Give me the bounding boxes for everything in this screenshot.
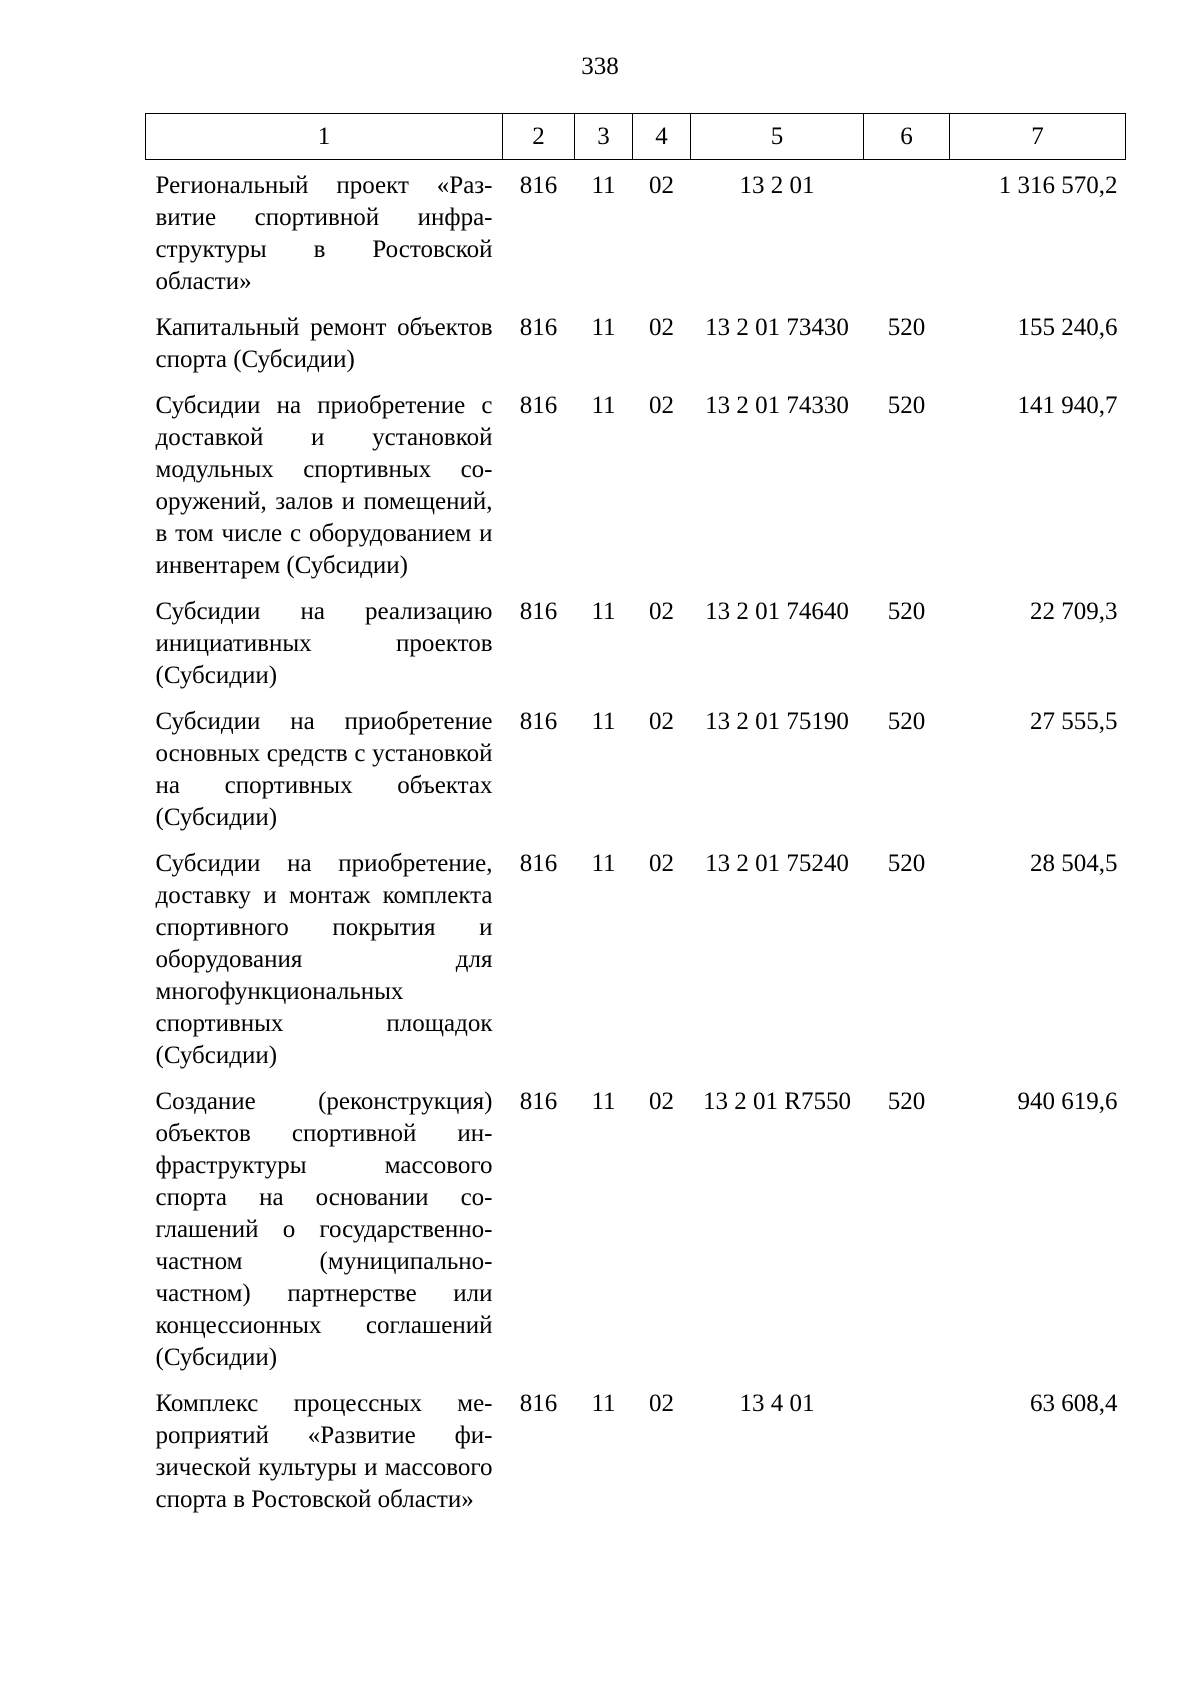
- row-amount: 22 709,3: [1030, 598, 1118, 625]
- row-expense-type: 520: [887, 850, 926, 877]
- row-ministry-code: 816: [519, 598, 558, 625]
- row-ministry-code: 816: [519, 1088, 558, 1115]
- row-target-article: 13 2 01 74330: [705, 392, 849, 419]
- row-amount: 940 619,6: [1017, 1088, 1118, 1115]
- row-ministry-code: 816: [519, 850, 558, 877]
- row-subsection-code: 02: [649, 314, 674, 341]
- header-row: [146, 114, 1126, 160]
- row-ministry-code: 816: [519, 314, 558, 341]
- table-row: [146, 1376, 1126, 1518]
- row-subsection-code: 02: [649, 708, 674, 735]
- row-target-article: 13 2 01 75190: [705, 708, 849, 735]
- table-row: [146, 584, 1126, 694]
- row-subsection-code: 02: [649, 172, 674, 199]
- row-name: Субсидии на реализацию инициативных проектов (Субсидии): [155, 598, 493, 689]
- row-ministry-code: 816: [519, 172, 558, 199]
- row-subsection-code: 02: [649, 392, 674, 419]
- row-expense-type: 520: [887, 392, 926, 419]
- row-section-code: 11: [591, 598, 616, 625]
- row-section-code: 11: [591, 314, 616, 341]
- row-subsection-code: 02: [649, 850, 674, 877]
- row-section-code: 11: [591, 172, 616, 199]
- row-amount: 28 504,5: [1030, 850, 1118, 877]
- table-header: [146, 114, 1126, 160]
- row-section-code: 11: [591, 392, 616, 419]
- row-expense-type: [864, 160, 950, 301]
- row-expense-type: [864, 1376, 950, 1518]
- row-name: Субсидии на приобретение, доставку и монтаж комплекта спортивного покрытия и оборудования для многофункциональных спортивных площадок (Субсидии): [155, 850, 493, 1069]
- row-amount: 27 555,5: [1030, 708, 1118, 735]
- row-ministry-code: 816: [519, 1390, 558, 1417]
- row-amount: 1 316 570,2: [998, 172, 1118, 199]
- row-ministry-code: 816: [519, 708, 558, 735]
- row-target-article: 13 2 01 75240: [705, 850, 849, 877]
- row-section-code: 11: [591, 1390, 616, 1417]
- row-target-article: 13 2 01 74640: [705, 598, 849, 625]
- row-amount: 155 240,6: [1017, 314, 1118, 341]
- table-row: [146, 378, 1126, 584]
- row-target-article: 13 2 01: [739, 172, 815, 199]
- row-expense-type: 520: [887, 1088, 926, 1115]
- row-expense-type: 520: [887, 314, 926, 341]
- row-subsection-code: 02: [649, 1390, 674, 1417]
- row-subsection-code: 02: [649, 598, 674, 625]
- row-target-article: 13 2 01 73430: [705, 314, 849, 341]
- row-section-code: 11: [591, 850, 616, 877]
- row-name: Капитальный ремонт объектов спорта (Субсидии): [155, 314, 493, 373]
- row-ministry-code: 816: [519, 392, 558, 419]
- table-row: [146, 160, 1126, 301]
- column-header-7: 7: [950, 114, 1126, 160]
- table-row: [146, 836, 1126, 1074]
- row-expense-type: 520: [887, 708, 926, 735]
- row-name: Региональный проект «Развитие спортивной инфраструктуры в Ростовской области»: [155, 172, 493, 295]
- row-amount: 63 608,4: [1030, 1390, 1118, 1417]
- row-name: Субсидии на приобретение с доставкой и установкой модульных спортивных сооружений, залов и помещений, в том числе с оборудованием и инвентарем (Субсидии): [155, 392, 493, 579]
- column-header-5: 5: [691, 114, 864, 160]
- row-section-code: 11: [591, 708, 616, 735]
- row-section-code: 11: [591, 1088, 616, 1115]
- row-name: Субсидии на приобретение основных средств с установкой на спортивных объектах (Субсидии): [155, 708, 493, 831]
- column-header-1: 1: [146, 114, 503, 160]
- row-expense-type: 520: [887, 598, 926, 625]
- budget-table: [145, 113, 1126, 1518]
- column-header-4: 4: [633, 114, 691, 160]
- row-subsection-code: 02: [649, 1088, 674, 1115]
- column-header-2: 2: [503, 114, 575, 160]
- row-target-article: 13 2 01 R7550: [703, 1088, 851, 1115]
- table-body: [146, 160, 1126, 1519]
- page-number: 338: [581, 53, 619, 80]
- row-target-article: 13 4 01: [739, 1390, 815, 1417]
- row-name: Комплекс процессных мероприятий «Развитие физической культуры и массового спорта в Ростовской области»: [155, 1390, 493, 1513]
- column-header-6: 6: [864, 114, 950, 160]
- table-row: [146, 694, 1126, 836]
- column-header-3: 3: [575, 114, 633, 160]
- row-amount: 141 940,7: [1017, 392, 1118, 419]
- table-row: [146, 1074, 1126, 1376]
- table-row: [146, 300, 1126, 378]
- row-name: Создание (реконструкция) объектов спортивной инфраструктуры массового спорта на основании соглашений о государственно-частном (муниципально-частном) партнерстве или концессионных соглашений (Субсидии): [155, 1088, 493, 1371]
